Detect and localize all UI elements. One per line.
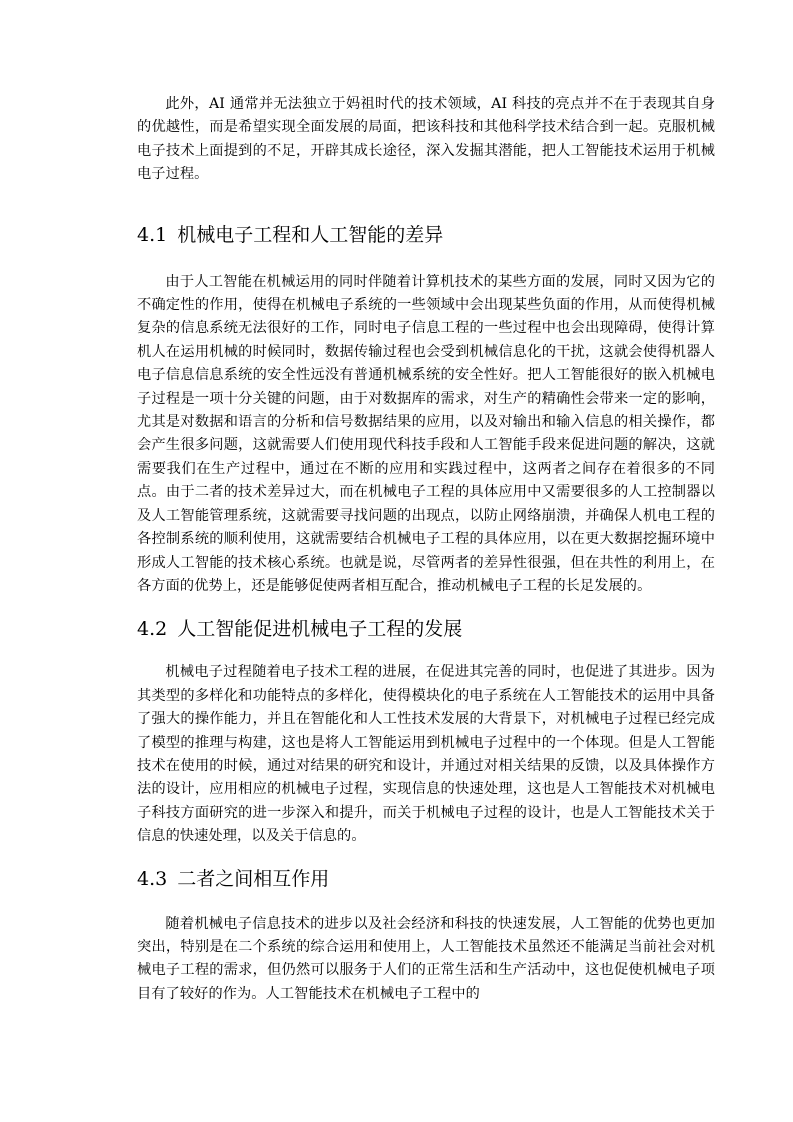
section-title: 二者之间相互作用	[177, 867, 330, 890]
intro-paragraph: 此外，AI 通常并无法独立于妈祖时代的技术领域，AI 科技的亮点并不在于表现其自身的优越性，而是希望实现全面发展的局面，把该科技和其他科学技术结合到一起。克服机械电子技术上面提到的不足，开辟其成长途径，深入发掘其潜能，把人工智能技术运用于机械电子过程。	[137, 96, 715, 183]
section-4-1-paragraph: 由于人工智能在机械运用的同时伴随着计算机技术的某些方面的发展，同时又因为它的不确定性的作用，使得在机械电子系统的一些领域中会出现某些负面的作用，从而使得机械复杂的信息系统无法很好的工作，同时电子信息工程的一些过程中也会出现障碍，使得计算机人在运用机械的时候同时，数据传输过程也会受到机械信息化的干扰，这就会使得机器人电子信息信息系统的安全性远没有普通机械系统的安全性好。把人工智能很好的嵌入机械电子过程是一项十分关键的问题，由于对数据库的需求，对生产的精确性会带来一定的影响，尤其是对数据和语言的分析和信号数据结果的应用，以及对输出和输入信息的相关操作，都会产生很多问题，这就需要人们使用现代科技手段和人工智能手段来促进问题的解决，这就需要我们在生产过程中，通过在不断的应用和实践过程中，这两者之间存在着很多的不同点。由于二者的技术差异过大，而在机械电子工程的具体应用中又需要很多的人工控制器以及人工智能管理系统，这就需要寻找问题的出现点，以防止网络崩溃，并确保人机电工程的各控制系统的顺利使用，这就需要结合机械电子工程的具体应用，以在更大数据挖掘环境中形成人工智能的技术核心系统。也就是说，尽管两者的差异性很强，但在共性的利用上，在各方面的优势上，还是能够促使两者相互配合，推动机械电子工程的长足发展的。	[137, 273, 715, 594]
section-title: 机械电子工程和人工智能的差异	[177, 223, 444, 246]
section-heading-4-3	[137, 865, 715, 893]
section-4-2-paragraph: 机械电子过程随着电子技术工程的进展，在促进其完善的同时，也促进了其进步。因为其类型的多样化和功能特点的多样化，使得模块化的电子系统在人工智能技术的运用中具备了强大的操作能力，并且在智能化和人工性技术发展的大背景下，对机械电子过程已经完成了模型的推理与构建，这也是将人工智能运用到机械电子过程中的一个体现。但是人工智能技术在使用的时候，通过对结果的研究和设计，并通过对相关结果的反馈，以及具体操作方法的设计，应用相应的机械电子过程，实现信息的快速处理，这也是人工智能技术对机械电子科技方面研究的进一步深入和提升，而关于机械电子过程的设计，也是人工智能技术关于信息的快速处理，以及关于信息的。	[137, 664, 715, 845]
section-heading-4-2	[137, 615, 715, 643]
section-number: 4.1	[137, 223, 168, 246]
section-number: 4.2	[137, 618, 168, 641]
section-title: 人工智能促进机械电子工程的发展	[177, 618, 463, 641]
section-heading-4-1	[137, 221, 715, 249]
section-4-3-paragraph: 随着机械电子信息技术的进步以及社会经济和科技的快速发展，人工智能的优势也更加突出，特别是在二个系统的综合运用和使用上，人工智能技术虽然还不能满足当前社会对机械电子工程的需求，但仍然可以服务于人们的正常生活和生产活动中，这也促使机械电子项目有了较好的作为。人工智能技术在机械电子工程中的	[137, 915, 715, 1002]
section-number: 4.3	[137, 867, 168, 890]
page-content	[137, 93, 715, 1006]
